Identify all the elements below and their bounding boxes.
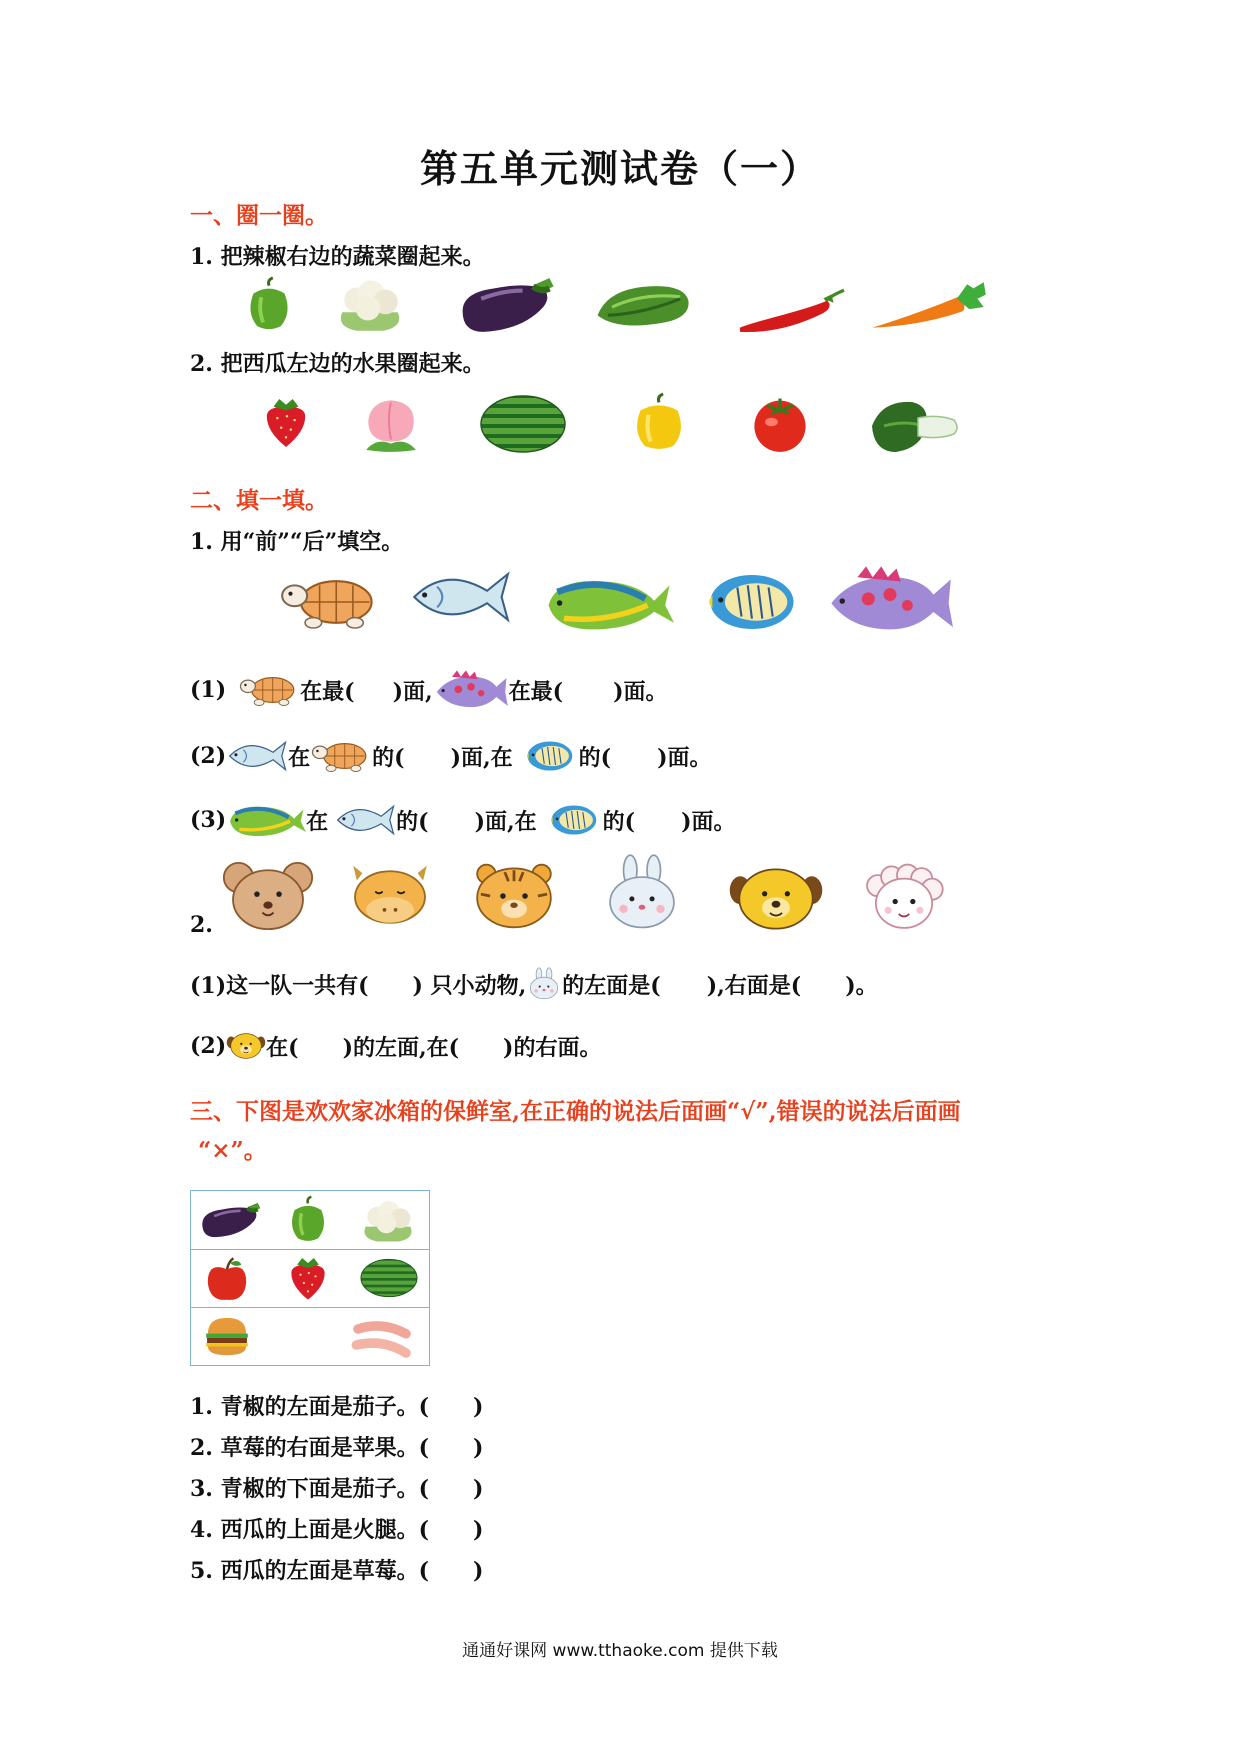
section1-q2: 2. 把西瓜左边的水果圈起来。 bbox=[190, 351, 485, 377]
strawberry-icon bbox=[287, 1253, 329, 1303]
green-pepper-icon bbox=[283, 1195, 333, 1245]
line1-text-a: 在最( bbox=[300, 678, 355, 705]
tiger-icon bbox=[468, 858, 560, 934]
section2-q2-number: 2. bbox=[190, 912, 213, 938]
tomato-icon bbox=[748, 390, 812, 454]
section1-heading: 一、圈一圈。 bbox=[190, 202, 328, 229]
section3-heading-line2: “×”。 bbox=[198, 1137, 267, 1164]
turtle-icon bbox=[238, 670, 300, 710]
red-fish-icon bbox=[824, 562, 956, 638]
page-title: 第五单元测试卷（一） bbox=[419, 146, 820, 191]
grid-row-3 bbox=[191, 1307, 429, 1365]
line4-text-e: )。 bbox=[845, 972, 878, 999]
rabbit-icon bbox=[526, 964, 562, 1004]
fill-line-1 bbox=[190, 660, 667, 720]
line1-text-c: 在最( bbox=[508, 678, 564, 705]
watermelon-icon bbox=[359, 1257, 419, 1299]
silver-fish-icon bbox=[408, 562, 512, 632]
section2-q1: 1. 用“前”“后”填空。 bbox=[190, 529, 404, 555]
line3-text-a: 在 bbox=[306, 808, 329, 835]
apple-icon bbox=[203, 1255, 251, 1303]
eggplant-icon bbox=[197, 1199, 263, 1241]
line3-text-c: )面,在 bbox=[474, 808, 537, 835]
judgement-item-5: 5. 西瓜的左面是草莓。( ) bbox=[190, 1558, 484, 1584]
line5-text-a: (2) bbox=[190, 1033, 227, 1059]
sheep-icon bbox=[860, 862, 948, 934]
zucchini-icon bbox=[590, 274, 696, 336]
cauliflower-icon bbox=[359, 1195, 417, 1245]
bear-icon bbox=[226, 1030, 266, 1062]
line4-text-c: 的左面是( bbox=[562, 972, 661, 999]
line4-text-d: ),右面是( bbox=[706, 972, 802, 999]
grid-row-1 bbox=[191, 1191, 429, 1250]
judgement-item-2: 2. 草莓的右面是苹果。( ) bbox=[190, 1435, 484, 1461]
green-pepper-icon bbox=[240, 276, 298, 334]
line4-text-a: (1)这一队一共有( bbox=[190, 972, 369, 999]
footer: 通通好课网 www.tthaoke.com 提供下载 bbox=[462, 1641, 778, 1661]
fill-line-2 bbox=[190, 728, 712, 784]
rabbit-icon bbox=[600, 850, 684, 936]
line2-text-c: )面,在 bbox=[450, 744, 513, 771]
line1-number: (1) bbox=[190, 677, 227, 703]
line3-text-d: 的( bbox=[602, 808, 636, 835]
watermelon-icon bbox=[478, 392, 568, 456]
turtle-icon bbox=[310, 736, 372, 776]
sausage-icon bbox=[347, 1313, 417, 1361]
line3-text-b: 的( bbox=[396, 808, 429, 835]
line1-text-b: )面, bbox=[392, 678, 433, 705]
judgement-item-4: 4. 西瓜的上面是火腿。( ) bbox=[190, 1517, 484, 1543]
line2-text-d: 的( bbox=[578, 744, 612, 771]
line3-text-e: )面。 bbox=[681, 808, 736, 835]
mahi-fish-icon bbox=[226, 799, 306, 841]
line2-number: (2) bbox=[190, 743, 227, 769]
judgement-list bbox=[190, 1387, 483, 1592]
line3-number: (3) bbox=[190, 807, 227, 833]
peach-icon bbox=[360, 392, 422, 454]
chili-icon bbox=[733, 284, 853, 336]
fridge-grid bbox=[190, 1190, 430, 1366]
fill-line-4 bbox=[190, 962, 878, 1006]
yellow-pepper-icon bbox=[628, 392, 690, 454]
grid-row-2 bbox=[191, 1249, 429, 1308]
line4-text-b: ) 只小动物, bbox=[412, 972, 527, 999]
line2-text-b: 的( bbox=[372, 744, 405, 771]
angelfish-icon bbox=[702, 568, 806, 636]
section2-heading: 二、填一填。 bbox=[190, 487, 328, 514]
eggplant-icon bbox=[454, 274, 558, 336]
judgement-item-1: 1. 青椒的左面是茄子。( ) bbox=[190, 1394, 484, 1420]
red-fish-icon bbox=[433, 667, 509, 713]
silver-fish-icon bbox=[226, 734, 288, 778]
line5-text-d: )的右面。 bbox=[503, 1034, 602, 1061]
fill-line-5 bbox=[190, 1024, 601, 1068]
strawberry-icon bbox=[262, 392, 310, 452]
cauliflower-icon bbox=[334, 272, 406, 336]
carrot-icon bbox=[866, 276, 994, 338]
line5-text-b: 在( bbox=[266, 1034, 299, 1061]
silver-fish-icon bbox=[334, 798, 396, 842]
angelfish-icon bbox=[523, 736, 579, 776]
hamburger-icon bbox=[201, 1311, 253, 1363]
section1-q1: 1. 把辣椒右边的蔬菜圈起来。 bbox=[190, 244, 485, 270]
line5-text-c: )的左面,在( bbox=[342, 1034, 460, 1061]
bear-icon bbox=[728, 864, 824, 934]
cow-icon bbox=[344, 860, 436, 934]
mahi-fish-icon bbox=[540, 570, 676, 636]
line1-text-d: )面。 bbox=[613, 678, 668, 705]
fill-line-3 bbox=[190, 792, 736, 848]
section3-heading: 三、下图是欢欢家冰箱的保鲜室,在正确的说法后面画“√”,错误的说法后面画 bbox=[190, 1098, 961, 1125]
bok-choy-icon bbox=[866, 396, 966, 456]
judgement-item-3: 3. 青椒的下面是茄子。( ) bbox=[190, 1476, 484, 1502]
mouse-icon bbox=[222, 858, 314, 934]
line2-text-a: 在 bbox=[288, 744, 311, 771]
line2-text-e: )面。 bbox=[657, 744, 712, 771]
turtle-icon bbox=[278, 570, 382, 634]
angelfish-icon bbox=[547, 800, 603, 840]
